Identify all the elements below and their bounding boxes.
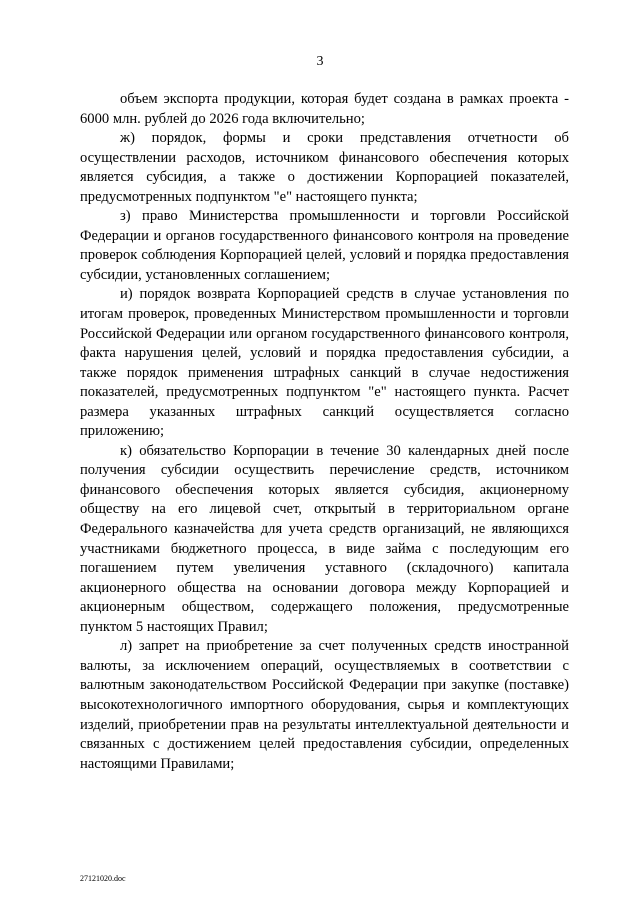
paragraph-item-k: к) обязательство Корпорации в течение 30 календарных дней после получения субсидии осуществить перечисление средств, источником финансового обеспечения которых является субсидия, акционерному обществу на его лицевой счет, открытый в территориальном органе Федерального казначейства для учета средств организаций, не являющихся участниками бюджетного процесса, в виде займа с последующим его погашением путем увеличения уставного (складочного) капитала акционерного общества на основании договора между Корпорацией и акционерным обществом, содержащего положения, предусмотренные пунктом 5 настоящих Правил; [80, 442, 569, 635]
page-number: 3 [316, 54, 324, 69]
paragraph-item-i: и) порядок возврата Корпорацией средств в случае установления по итогам проверок, проведенных Министерством промышленности и торговли Российской Федерации или органом государственного финансового контроля, факта нарушения целей, условий и порядка предоставления субсидии, а также порядок применения штрафных санкций в случае недостижения показателей, предусмотренных подпунктом "е" настоящего пункта. Расчет размера указанных штрафных санкций осуществляется согласно приложению; [80, 286, 569, 440]
paragraph-item-z: з) право Министерства промышленности и торговли Российской Федерации и органов государственного финансового контроля на проведение проверок соблюдения Корпорацией целей, условий и порядка предоставления субсидии, установленных соглашением; [80, 208, 569, 283]
paragraph-item-l: л) запрет на приобретение за счет полученных средств иностранной валюты, за исключением операций, осуществляемых в соответствии с валютным законодательством Российской Федерации при закупке (поставке) высокотехнологичного импортного оборудования, сырья и комплектующих изделий, приобретении прав на результаты интеллектуальной деятельности и связанных с достижением целей предоставления субсидии, определенных настоящими Правилами; [80, 638, 569, 772]
paragraph-item-zh: ж) порядок, формы и сроки представления отчетности об осуществлении расходов, источником финансового обеспечения которых является субсидия, а также о достижении Корпорацией показателей, предусмотренных подпунктом "е" настоящего пункта; [80, 130, 569, 205]
footer-file-name: 27121020.doc [80, 874, 126, 883]
document-body [80, 90, 569, 774]
paragraph-continuation: объем экспорта продукции, которая будет создана в рамках проекта - 6000 млн. рублей до 2026 года включительно; [80, 91, 569, 127]
